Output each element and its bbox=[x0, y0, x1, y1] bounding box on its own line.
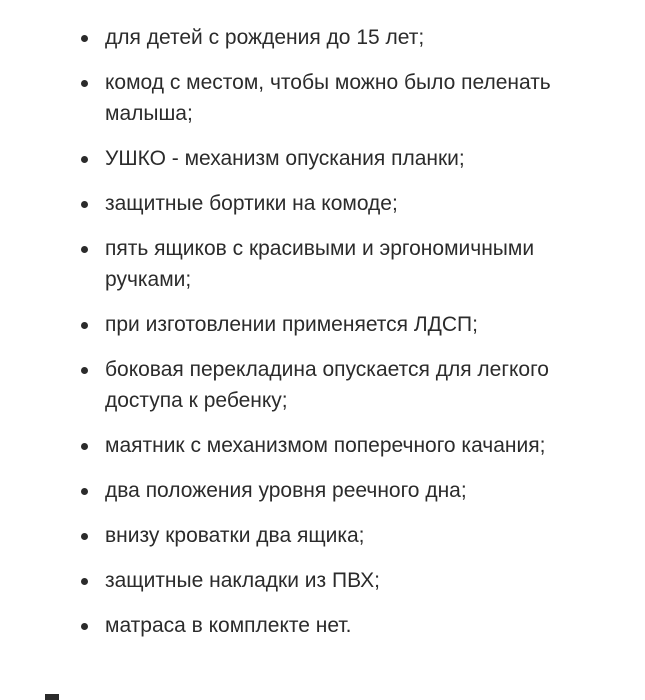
list-item bbox=[0, 67, 645, 129]
list-item bbox=[0, 475, 645, 506]
list-item-text: защитные накладки из ПВХ; bbox=[105, 569, 380, 592]
bullet-icon bbox=[81, 367, 88, 374]
list-item bbox=[0, 309, 645, 340]
bullet-icon bbox=[81, 246, 88, 253]
list-item bbox=[0, 565, 645, 596]
bullet-icon bbox=[81, 533, 88, 540]
cropped-heading-fragment bbox=[45, 694, 59, 700]
list-item-text: защитные бортики на комоде; bbox=[105, 192, 398, 215]
list-item-text: пять ящиков с красивыми и эргономичными ручками; bbox=[105, 237, 535, 291]
list-item bbox=[0, 354, 645, 416]
bullet-icon bbox=[81, 578, 88, 585]
list-item bbox=[0, 610, 645, 641]
list-item bbox=[0, 520, 645, 551]
list-item-text: комод с местом, чтобы можно было пеленать малыша; bbox=[105, 71, 551, 125]
list-item-text: при изготовлении применяется ЛДСП; bbox=[105, 313, 478, 336]
feature-list bbox=[0, 22, 645, 655]
bullet-icon bbox=[81, 80, 88, 87]
list-item bbox=[0, 143, 645, 174]
list-item bbox=[0, 233, 645, 295]
list-item-text: УШКО - механизм опускания планки; bbox=[105, 147, 465, 170]
bullet-icon bbox=[81, 35, 88, 42]
list-item bbox=[0, 430, 645, 461]
list-item bbox=[0, 188, 645, 219]
list-item-text: два положения уровня реечного дна; bbox=[105, 479, 467, 502]
bullet-icon bbox=[81, 322, 88, 329]
list-item-text: боковая перекладина опускается для легкого доступа к ребенку; bbox=[105, 358, 549, 412]
list-item-text: маятник с механизмом поперечного качания; bbox=[105, 434, 546, 457]
list-item-text: матраса в комплекте нет. bbox=[105, 614, 352, 637]
bullet-icon bbox=[81, 201, 88, 208]
bullet-icon bbox=[81, 488, 88, 495]
list-item-text: внизу кроватки два ящика; bbox=[105, 524, 365, 547]
list-item bbox=[0, 22, 645, 53]
bullet-icon bbox=[81, 156, 88, 163]
list-item-text: для детей с рождения до 15 лет; bbox=[105, 26, 425, 49]
bullet-icon bbox=[81, 623, 88, 630]
bullet-icon bbox=[81, 443, 88, 450]
